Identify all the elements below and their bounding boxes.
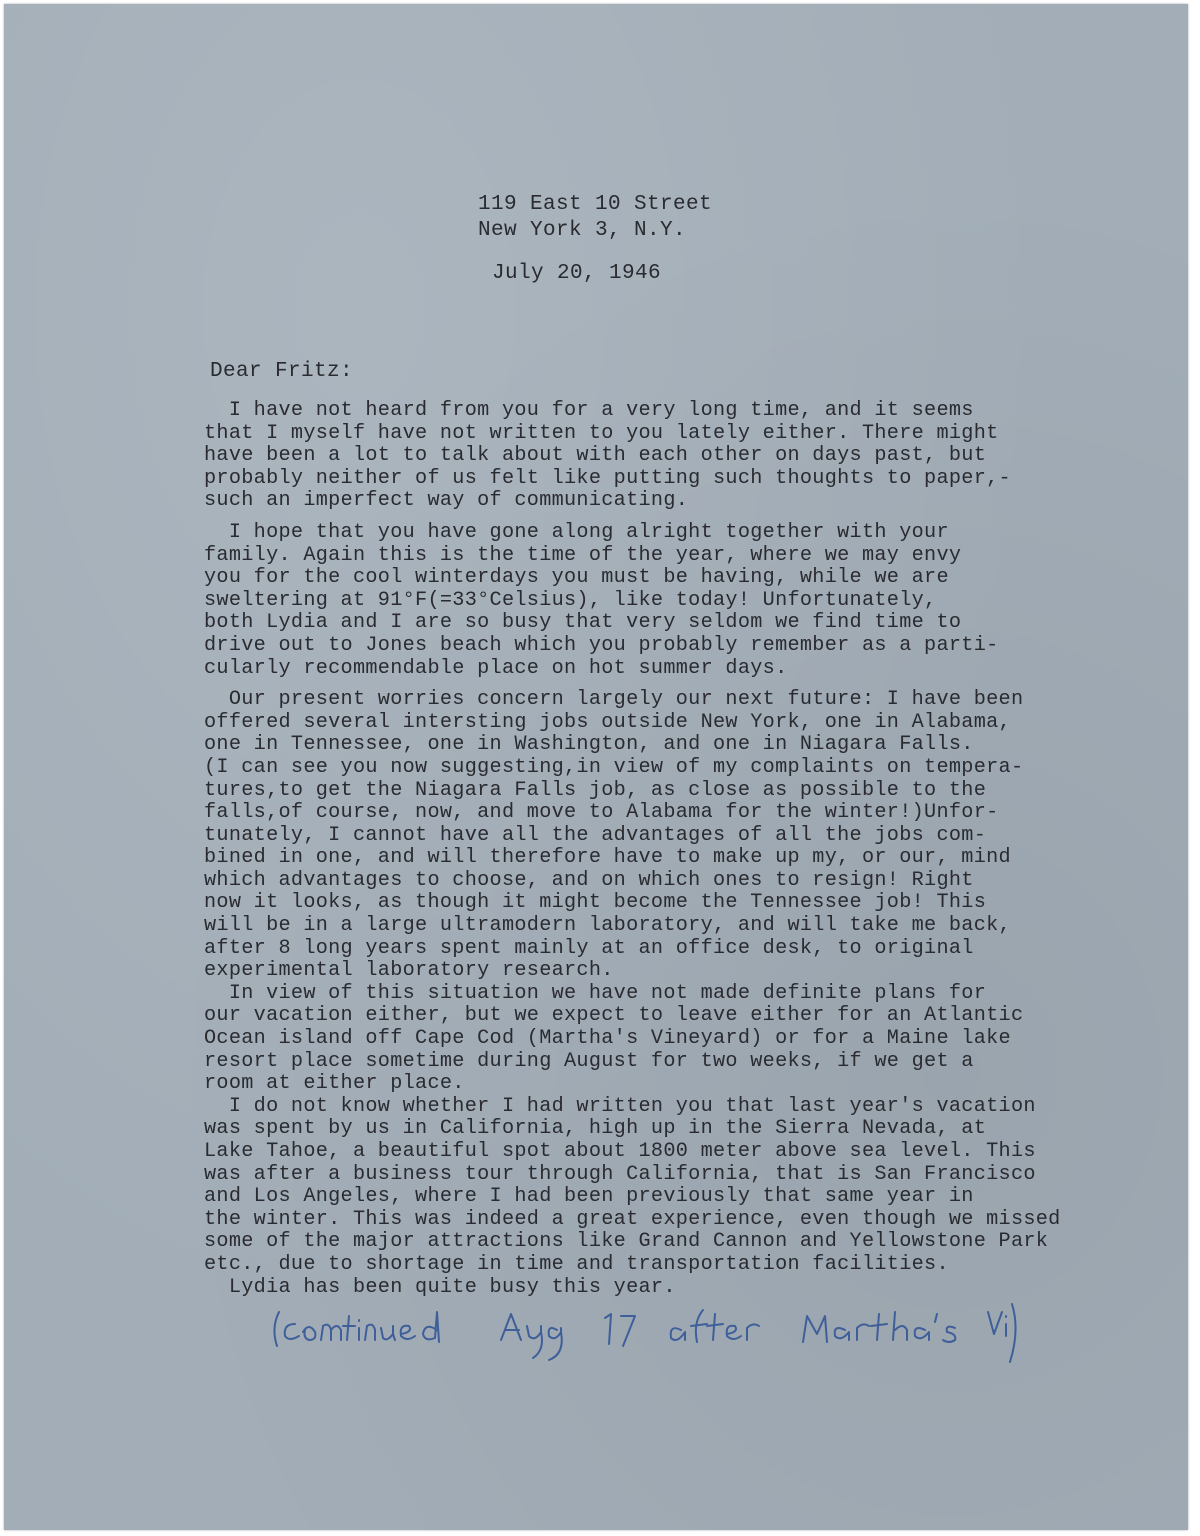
body-line: after 8 long years spent mainly at an office desk, to original	[204, 936, 974, 960]
salutation: Dear Fritz:	[210, 360, 354, 383]
body-line: was spent by us in California, high up in the Sierra Nevada, at	[204, 1117, 987, 1141]
body-line: and Los Angeles, where I had been previously that same year in	[204, 1185, 974, 1209]
body-line: the winter. This was indeed a great experience, even though we missed	[204, 1207, 1061, 1231]
letter-date: July 20, 1946	[492, 262, 662, 285]
body-line: I hope that you have gone along alright together with your	[204, 520, 949, 544]
body-line: experimental laboratory research.	[204, 959, 614, 983]
body-line: sweltering at 91°F(=33°Celsius), like today! Unfortunately,	[204, 588, 937, 612]
body-line: such an imperfect way of communicating.	[204, 489, 689, 513]
handwritten-note	[269, 1302, 989, 1368]
body-line: room at either place.	[204, 1072, 465, 1096]
body-line: was after a business tour through California, that is San Francisco	[204, 1162, 1036, 1186]
address-line-2: New York 3, N.Y.	[478, 219, 687, 242]
handwriting-scribble-end	[984, 1300, 1024, 1370]
body-line: I do not know whether I had written you that last year's vacation	[204, 1094, 1036, 1118]
body-line: both Lydia and I are so busy that very seldom we find time to	[204, 611, 962, 635]
body-line: family. Again this is the time of the year, where we may envy	[204, 543, 962, 567]
body-line: probably neither of us felt like putting such thoughts to paper,-	[204, 466, 1011, 490]
paragraph-3	[204, 689, 1164, 1299]
letter-page	[4, 4, 1188, 1530]
body-line: Lydia has been quite busy this year.	[204, 1275, 676, 1299]
address-line-1: 119 East 10 Street	[478, 193, 713, 216]
handwriting-scribble	[269, 1302, 989, 1368]
letterhead	[478, 192, 712, 244]
body-line: our vacation either, but we expect to leave either for an Atlantic	[204, 1004, 1024, 1028]
body-line: Lake Tahoe, a beautiful spot about 1800 meter above sea level. This	[204, 1140, 1036, 1163]
body-line: will be in a large ultramodern laboratory, and will take me back,	[204, 914, 1011, 938]
body-line: cularly recommendable place on hot summer days.	[204, 656, 788, 680]
body-line: tures,to get the Niagara Falls job, as close as possible to the	[204, 778, 987, 802]
body-line: tunately, I cannot have all the advantages of all the jobs com-	[204, 823, 987, 847]
body-line: that I myself have not written to you lately either. There might	[204, 421, 999, 445]
body-line: bined in one, and will therefore have to make up my, or our, mind	[204, 846, 1011, 870]
letter-body	[204, 400, 1164, 1299]
body-line: etc., due to shortage in time and transportation facilities.	[204, 1252, 949, 1276]
body-line: some of the major attractions like Grand Cannon and Yellowstone Park	[204, 1230, 1049, 1254]
body-line: (I can see you now suggesting,in view of my complaints on tempera-	[204, 755, 1024, 779]
body-line: falls,of course, now, and move to Alabama for the winter!)Unfor-	[204, 801, 999, 825]
body-line: offered several intersting jobs outside New York, one in Alabama,	[204, 710, 1011, 734]
paragraph-2	[204, 522, 1164, 680]
body-line: you for the cool winterdays you must be having, while we are	[204, 566, 949, 590]
body-line: Ocean island off Cape Cod (Martha's Vineyard) or for a Maine lake	[204, 1027, 1011, 1051]
body-line: In view of this situation we have not made definite plans for	[204, 981, 987, 1005]
body-line: have been a lot to talk about with each other on days past, but	[204, 444, 987, 468]
body-line: Our present worries concern largely our next future: I have been	[204, 688, 1024, 712]
paragraph-1	[204, 400, 1164, 513]
body-line: drive out to Jones beach which you probably remember as a parti-	[204, 633, 999, 657]
body-line: I have not heard from you for a very long time, and it seems	[204, 399, 974, 422]
body-line: now it looks, as though it might become the Tennessee job! This	[204, 891, 987, 915]
body-line: one in Tennessee, one in Washington, and one in Niagara Falls.	[204, 733, 974, 757]
body-line: resort place sometime during August for two weeks, if we get a	[204, 1049, 974, 1073]
body-line: which advantages to choose, and on which ones to resign! Right	[204, 868, 974, 892]
